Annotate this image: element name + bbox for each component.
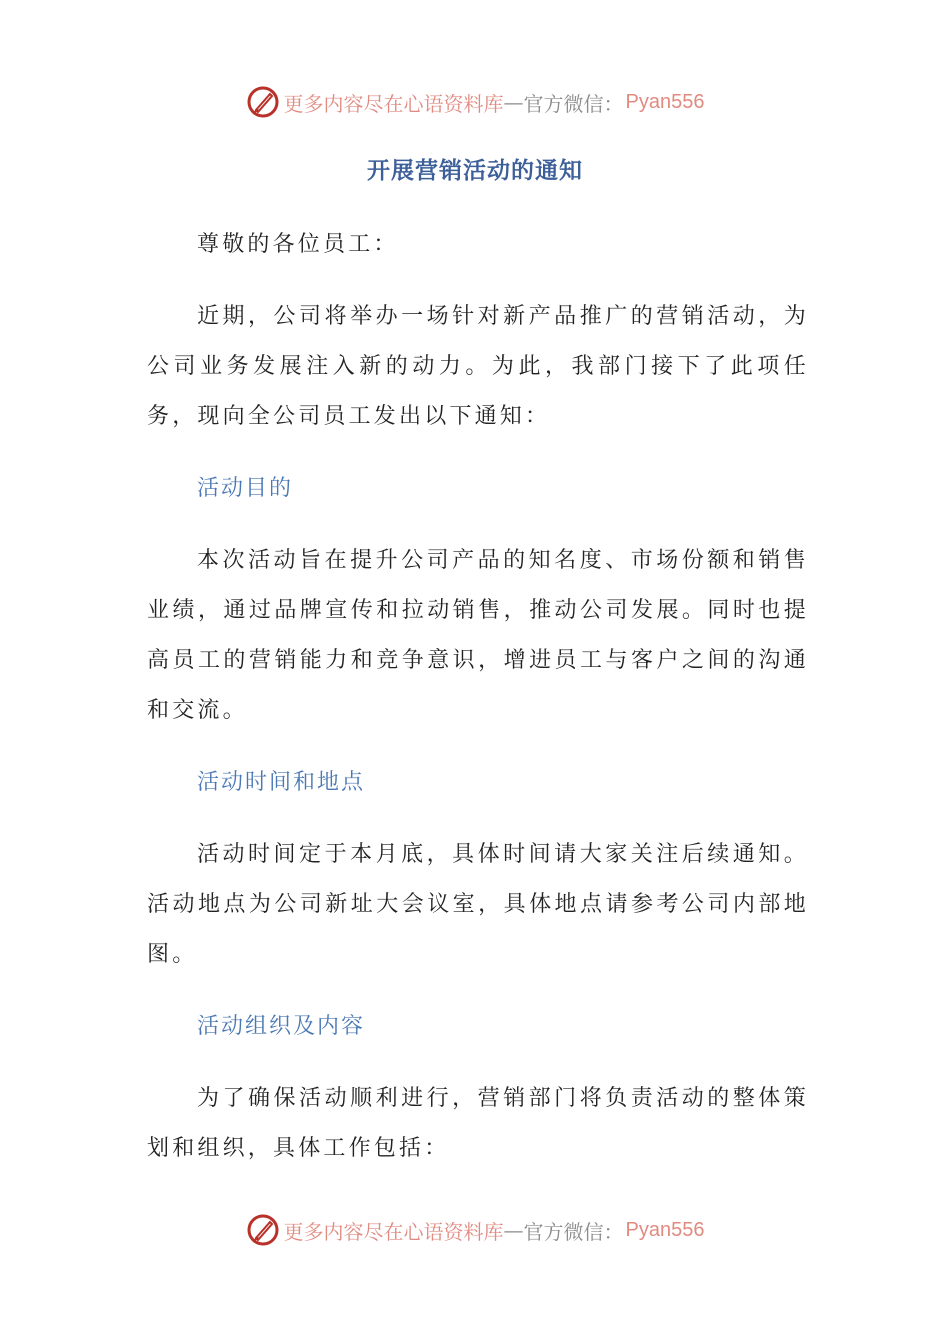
quill-pen-icon	[246, 85, 280, 119]
footer-banner	[0, 1210, 950, 1250]
banner-official-label: 官方微信：	[523, 1219, 624, 1244]
banner-dash: —	[503, 90, 524, 114]
banner-dash: —	[503, 1218, 524, 1242]
banner-wechat-id: Pyan556	[625, 90, 705, 113]
section-body-time-location: 活动时间定于本月底，具体时间请大家关注后续通知。活动地点为公司新址大会议室，具体地点请参考公司内部地图。	[147, 842, 809, 967]
section-body-organization: 为了确保活动顺利进行，营销部门将负责活动的整体策划和组织，具体工作包括：	[147, 1086, 809, 1161]
banner-wechat-id: Pyan556	[625, 1218, 705, 1241]
document-body	[147, 220, 809, 1196]
page-title: 开展营销活动的通知	[367, 158, 583, 184]
section-heading-organization: 活动组织及内容	[197, 1014, 366, 1039]
banner-brand: 更多内容尽在心语资料库	[283, 1219, 504, 1244]
section-heading-purpose: 活动目的	[197, 476, 294, 501]
banner-text	[284, 1216, 705, 1245]
intro-paragraph: 近期，公司将举办一场针对新产品推广的营销活动，为公司业务发展注入新的动力。为此，我部门接下了此项任务，现向全公司员工发出以下通知：	[147, 304, 809, 429]
header-banner	[0, 82, 950, 122]
banner-text	[284, 88, 705, 117]
banner-official-label: 官方微信：	[523, 91, 624, 116]
banner-brand: 更多内容尽在心语资料库	[283, 91, 504, 116]
quill-pen-icon	[246, 1213, 280, 1247]
section-body-purpose: 本次活动旨在提升公司产品的知名度、市场份额和销售业绩，通过品牌宣传和拉动销售，推动公司发展。同时也提高员工的营销能力和竞争意识，增进员工与客户之间的沟通和交流。	[147, 548, 809, 723]
section-heading-time-location: 活动时间和地点	[197, 770, 366, 795]
salutation: 尊敬的各位员工：	[197, 232, 399, 257]
